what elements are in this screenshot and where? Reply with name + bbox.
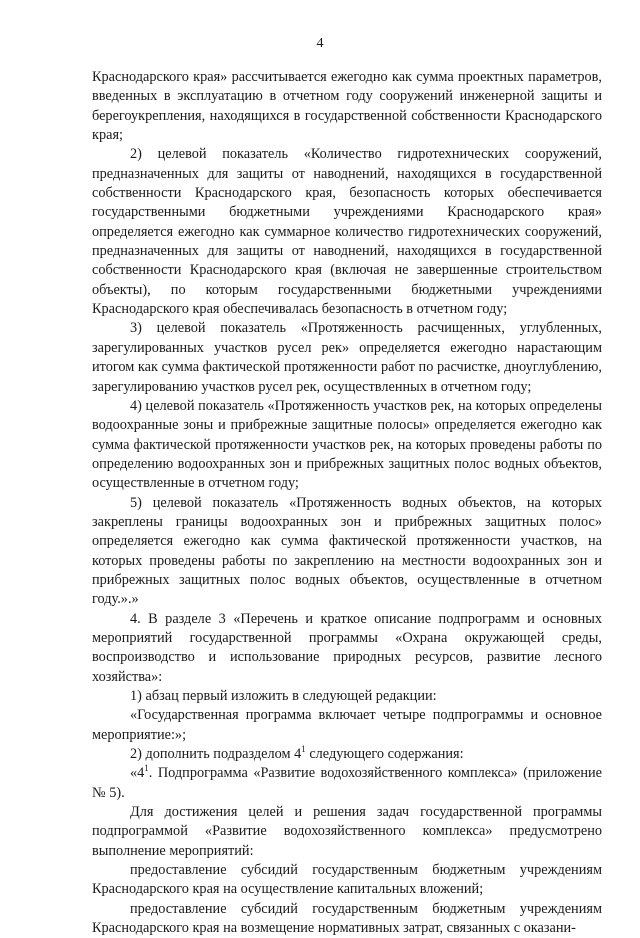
paragraph-10-before: «4 (130, 765, 145, 782)
paragraph-10-after: . Подпрограмма «Развитие водохозяйственного комплекса» (приложение № 5). (92, 765, 602, 801)
paragraph-5: 5) целевой показатель «Протяженность водных объектов, на которых закреплены границы водоохранных зон и прибрежных защитных полос» определяется ежегодно как сумма фактической протяженности участков, на которых проведены работы по закреплению на местности водоохранных зон и прибрежных защитных полос водных объектов, осуществленные в отчетном году.».» (92, 494, 602, 608)
paragraph-4: 4) целевой показатель «Протяженность участков рек, на которых определены водоохранные зоны и прибрежные защитные полосы» определяется ежегодно как сумма фактической протяженности участков рек, на которых проведены работы по определению водоохранных зон и прибрежных защитных полос водных объектов, осуществленные в отчетном году; (92, 397, 602, 492)
paragraph-9-before: 2) дополнить подразделом 4 (130, 746, 302, 763)
paragraph-6: 4. В разделе 3 «Перечень и краткое описание подпрограмм и основных мероприятий государственной программы «Охрана окружающей среды, воспроизводство и использование природных ресурсов, развитие лесного хозяйства»: (92, 610, 602, 685)
paragraph-9-after: следующего содержания: (305, 746, 464, 763)
paragraph-7: 1) абзац первый изложить в следующей редакции: (130, 688, 437, 704)
paragraph-10 (92, 764, 602, 803)
paragraph-9 (92, 745, 602, 764)
paragraph-13: предоставление субсидий государственным бюджетным учреждениям Краснодарского края на возмещение нормативных затрат, связанных с оказани- (92, 900, 602, 937)
paragraph-11: Для достижения целей и решения задач государственной программы подпрограммой «Развитие водохозяйственного комплекса» предусмотрено выполнение мероприятий: (92, 804, 602, 859)
page-number: 4 (316, 36, 324, 51)
superscript-2: 1 (144, 763, 149, 774)
paragraph-8: «Государственная программа включает четыре подпрограммы и основное мероприятие:»; (92, 707, 602, 743)
paragraph-12: предоставление субсидий государственным бюджетным учреждениям Краснодарского края на осуществление капитальных вложений; (92, 862, 602, 898)
paragraph-1: Краснодарского края» рассчитывается ежегодно как сумма проектных параметров, введенных в эксплуатацию в отчетном году сооружений инженерной защиты и берегоукрепления, находящихся в государственной собственности Краснодарского края; (92, 69, 602, 144)
paragraph-3: 3) целевой показатель «Протяженность расчищенных, углубленных, зарегулированных участков русел рек» определяется ежегодно нарастающим итогом как сумма фактической протяженности работ по расчистке, дноуглублению, зарегулированию участков русел рек, осуществленных в отчетном году; (92, 320, 602, 395)
document-body (92, 68, 602, 938)
paragraph-2: 2) целевой показатель «Количество гидротехнических сооружений, предназначенных для защиты от наводнений, находящихся в государственной собственности Краснодарского края, безопасность которых обеспечивается государственными бюджетными учреждениями Краснодарского края» определяется ежегодно как суммарное количество гидротехнических сооружений, предназначенных для защиты от наводнений, находящихся в государственной собственности Краснодарского края (включая не завершенные строительством объекты), по которым государственными бюджетными учреждениями Краснодарского края обеспечивалась безопасность в отчетном году; (92, 146, 602, 318)
superscript-1: 1 (301, 744, 306, 755)
